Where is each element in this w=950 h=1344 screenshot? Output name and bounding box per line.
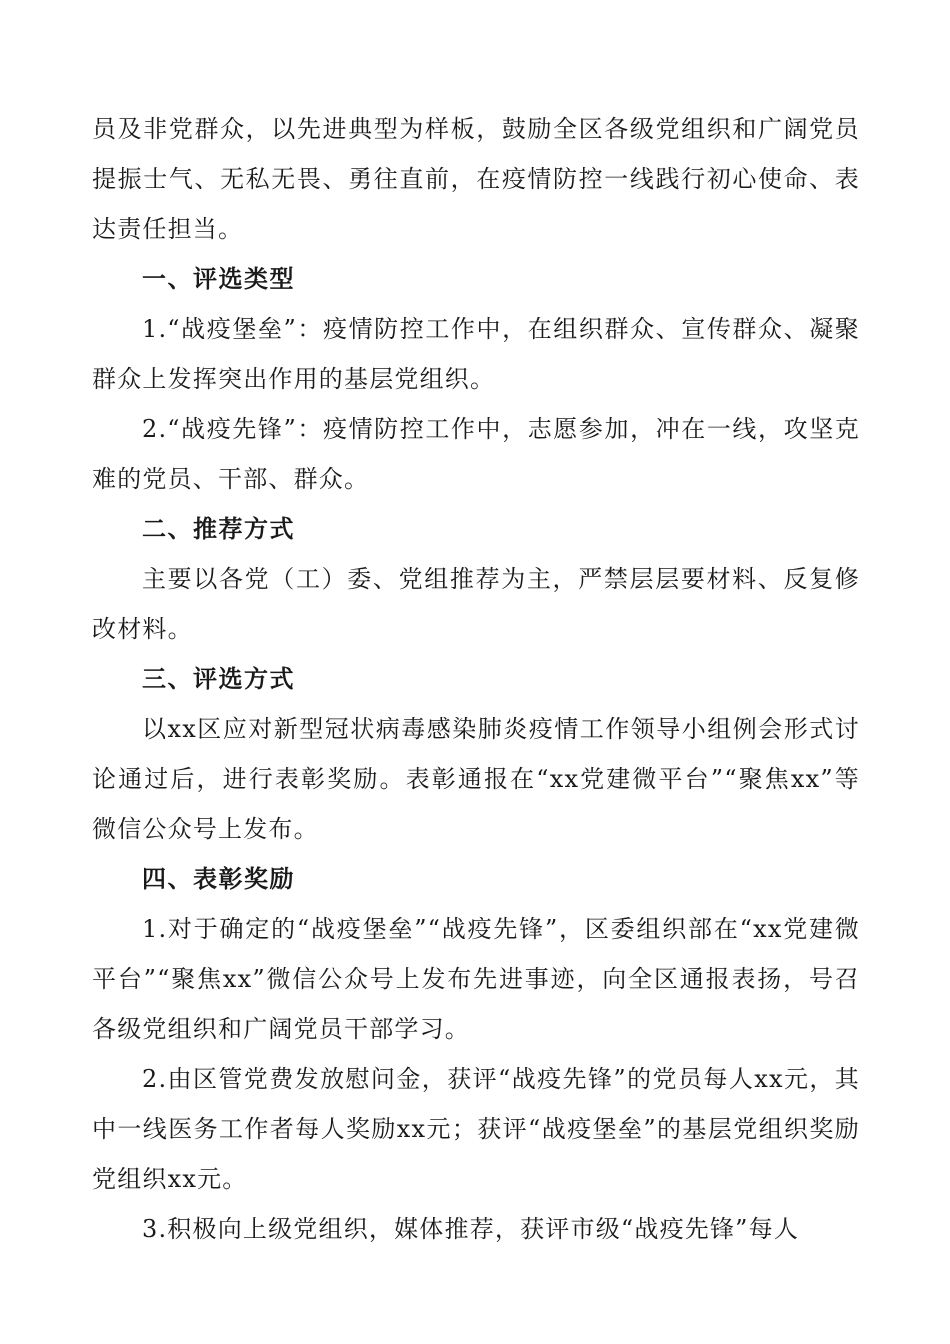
paragraph-commendation-1: 1.对于确定的“战疫堡垒”“战疫先锋”，区委组织部在“xx党建微平台”“聚焦xx”微信公众号上发布先进事迹，向全区通报表扬，号召各级党组织和广阔党员干部学习。	[92, 915, 860, 1043]
section-heading-commendation: 四、表彰奖励	[142, 865, 295, 893]
section-heading-selection-types: 一、评选类型	[142, 265, 295, 293]
paragraph-commendation-3: 3.积极向上级党组织，媒体推荐，获评市级“战疫先锋”每人	[142, 1215, 800, 1243]
paragraph-selection-method: 以xx区应对新型冠状病毒感染肺炎疫情工作领导小组例会形式讨论通过后，进行表彰奖励。表彰通报在“xx党建微平台”“聚焦xx”等微信公众号上发布。	[92, 715, 860, 843]
paragraph-intro: 员及非党群众，以先进典型为样板，鼓励全区各级党组织和广阔党员提振士气、无私无畏、勇往直前，在疫情防控一线践行初心使命、表达责任担当。	[92, 115, 860, 243]
paragraph-commendation-2: 2.由区管党费发放慰问金，获评“战疫先锋”的党员每人xx元，其中一线医务工作者每人奖励xx元；获评“战疫堡垒”的基层党组织奖励党组织xx元。	[92, 1065, 860, 1193]
section-heading-recommendation-method: 二、推荐方式	[142, 515, 295, 543]
section-heading-selection-method: 三、评选方式	[142, 665, 295, 693]
paragraph-vanguard-type: 2.“战疫先锋”：疫情防控工作中，志愿参加，冲在一线，攻坚克难的党员、干部、群众。	[92, 415, 860, 493]
document-page	[92, 104, 860, 1254]
paragraph-recommendation: 主要以各党（工）委、党组推荐为主，严禁层层要材料、反复修改材料。	[92, 565, 860, 643]
paragraph-fortress-type: 1.“战疫堡垒”：疫情防控工作中，在组织群众、宣传群众、凝聚群众上发挥突出作用的基层党组织。	[92, 315, 860, 393]
